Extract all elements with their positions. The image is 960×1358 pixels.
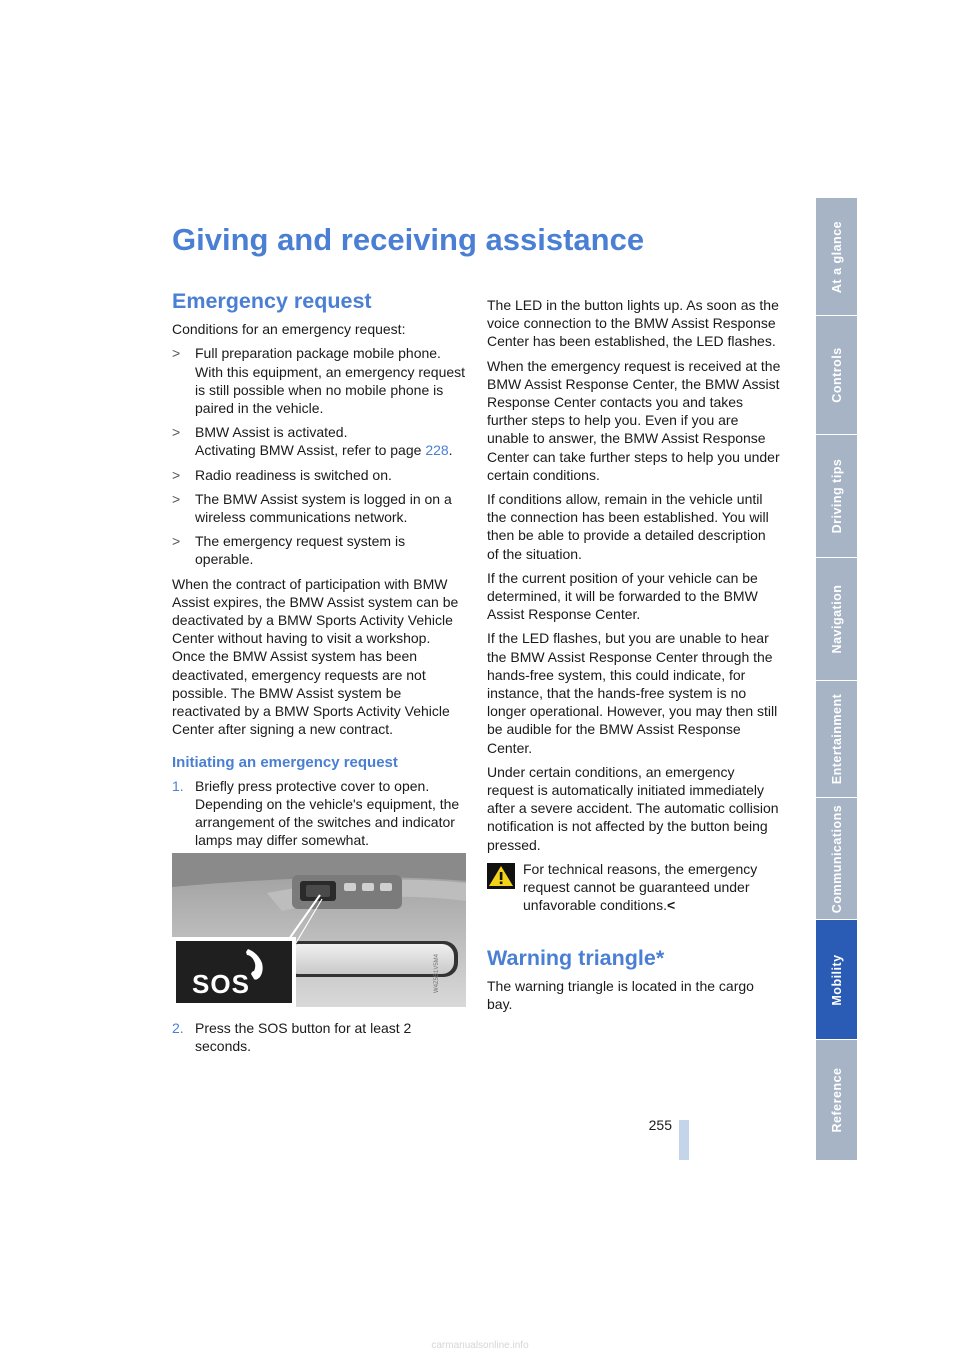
tab-communications[interactable]: Communications [816,798,857,919]
list-item: > BMW Assist is activated. Activating BMW Assist, refer to page 228. [172,424,453,459]
tab-navigation[interactable]: Navigation [816,558,857,680]
paragraph: Under certain conditions, an emergency request is automatically initiated immediately after a severe accident. The automatic collision notification is not affected by the button being pressed. [487,763,779,853]
section-heading-warning-triangle: Warning triangle* [487,945,665,970]
image-code: W4Z5B1V5M4 [434,953,440,993]
triangle-paragraph: The warning triangle is located in the cargo bay. [487,977,754,1012]
list-item: > The BMW Assist system is logged in on a wireless communications network. [172,490,452,526]
footer-watermark: carmanualsonline.info [431,1340,529,1351]
tab-reference[interactable]: Reference [816,1040,857,1160]
step-2: 2. Press the SOS button for at least 2 seconds. [172,1020,412,1055]
tab-controls[interactable]: Controls [816,316,857,434]
intro-text: Conditions for an emergency request: [172,321,406,338]
list-item: > The emergency request system is operable. [172,533,406,568]
section-heading-emergency: Emergency request [172,289,372,313]
list-item: > Full preparation package mobile phone. With this equipment, an emergency request is still possible when no mobile phone is paired in the vehicle. [172,345,466,417]
paragraph: If the current position of your vehicle can be determined, it will be forwarded to the BMW Assist Response Center. [487,569,758,623]
warning-note: For technical reasons, the emergency request cannot be guaranteed under unfavorable conditions.< [487,860,781,915]
page-number: 255 [648,1117,672,1133]
left-column [172,289,466,855]
contract-paragraph: When the contract of participation with BMW Assist expires, the BMW Assist system can be deactivated by a BMW Sports Activity Vehicle Center without having to visit a workshop. Once the BMW Assist system has been deactivated, emergency requests are not possible. The BMW Assist system be reactivated by a BMW Sports Activity Vehicle Center after signing a new contract. [172,575,459,738]
right-column [487,296,781,1019]
left-column-step2 [172,1019,466,1061]
page-number-bar [679,1120,689,1160]
sos-button-photo [172,853,466,1007]
paragraph: If conditions allow, remain in the vehicle until the connection has been established. You will then be able to provide a detailed description of the situation. [487,491,769,562]
sos-label: SOS [192,969,250,999]
page-title: Giving and receiving assistance [172,222,645,257]
warning-triangle-icon [487,863,515,889]
paragraph: The LED in the button lights up. As soon as the voice connection to the BMW Assist Response Center has been established, the LED flashes. [487,297,779,350]
tab-entertainment[interactable]: Entertainment [816,681,857,797]
tab-driving-tips[interactable]: Driving tips [816,435,857,557]
step-1: 1. Briefly press protective cover to open. Depending on the vehicle's equipment, the arrangement of the switches and indicator lamps may differ somewhat. [172,777,460,849]
subheading-initiating: Initiating an emergency request [172,754,398,772]
tab-mobility[interactable]: Mobility [816,920,857,1039]
list-item: > Radio readiness is switched on. [172,466,392,483]
page-link[interactable]: 228 [425,442,449,459]
paragraph: If the LED flashes, but you are unable to hear the BMW Assist Response Center through the hands-free system, this could indicate, for instance, that the hands-free system is no longer operational. However, you may then still be audible for the BMW Assist Response Center. [487,630,778,756]
paragraph: When the emergency request is received at the BMW Assist Response Center, the BMW Assist Response Center contacts you and takes further steps to help you. Even if you are unable to answer, the BMW Assist Response Center can take further steps to help you under certain conditions. [487,357,781,483]
tab-at-a-glance[interactable]: At a glance [816,198,857,315]
